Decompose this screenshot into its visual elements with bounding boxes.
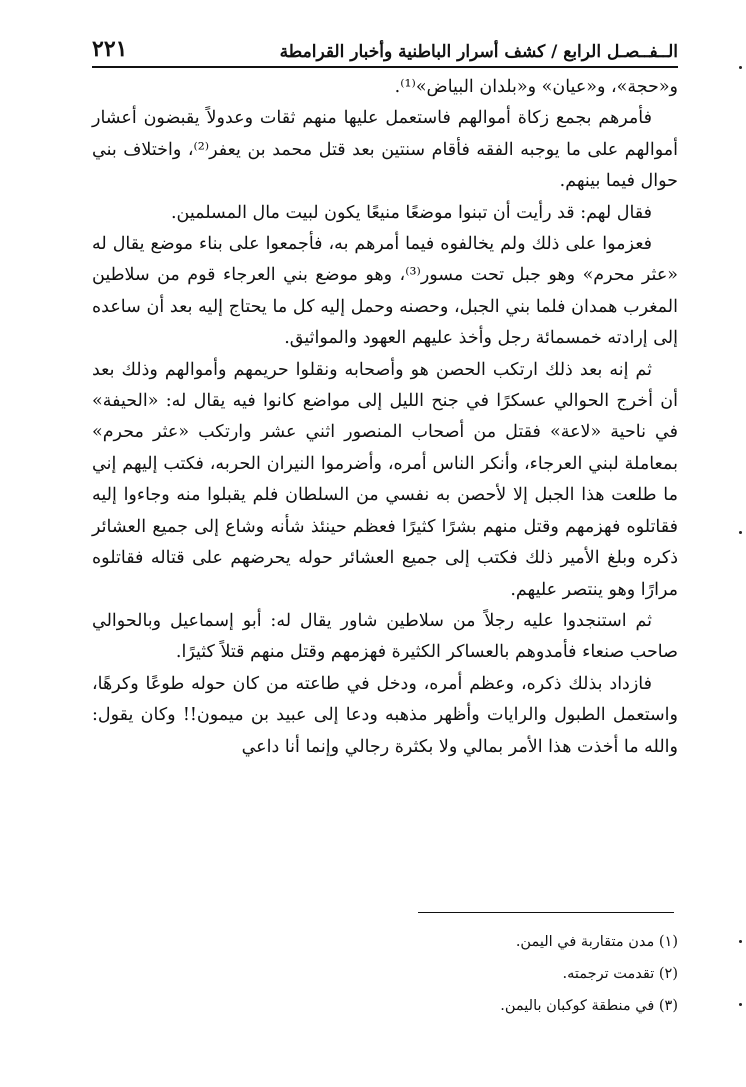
margin-mark bbox=[739, 940, 742, 943]
main-text bbox=[92, 72, 678, 763]
footnotes bbox=[92, 926, 678, 1022]
margin-mark bbox=[739, 531, 742, 534]
paragraph: فأمرهم بجمع زكاة أموالهم فاستعمل عليها منهم ثقات وعدولاً يقبضون أعشار أموالهم على ما يوجبه الفقه فأقام سنتين بعد قتل محمد بن يعفر⁽²⁾، واختلاف بني حوال فيما بينهم. bbox=[92, 108, 678, 192]
paragraph: فقال لهم: قد رأيت أن تبنوا موضعًا منيعًا يكون لبيت مال المسلمين. bbox=[170, 202, 652, 223]
page-number: ٢٢١ bbox=[92, 36, 128, 62]
paragraph: و«حجة»، و«عيان» و«بلدان البياض»⁽¹⁾. bbox=[394, 77, 678, 97]
running-header bbox=[92, 28, 678, 68]
margin-mark bbox=[739, 1003, 742, 1006]
paragraph: ثم استنجدوا عليه رجلاً من سلاطين شاور يقال له: أبو إسماعيل وبالحوالي صاحب صنعاء فأمدوهم بالعساكر الكثيرة فهزمهم وقتل منهم قتلاً كثيرًا. bbox=[92, 610, 678, 663]
footnote: (١) مدن متقاربة في اليمن. bbox=[515, 934, 678, 950]
paragraph: ثم إنه بعد ذلك ارتكب الحصن هو وأصحابه ونقلوا حريمهم وأموالهم وذلك بعد أن أخرج الحوالي عسكرًا في جنح الليل إلى مواضع كانوا فيه يقال له: «الحيفة» في ناحية «لاعة» فقتل من أصحاب المنصور اثني عشر وارتكب «عثر محرم» بمعاملة لبني العرجاء، وأنكر الناس أمره، وأضرموا النيران الحربه، فكتب إليهم إني ما طلعت هذا الجبل إلا لأحصن به نفسي من السلطان فلم يقبلوا منه وجاءوا إليه فقاتلوه فهزمهم وقتل منهم بشرًا كثيرًا فعظم حينئذ شأنه وشاع إلى جميع العشائر ذكره وبلغ الأمير ذلك فكتب إلى جميع العشائر حوله يحرضهم على قتاله فقاتلوه مرارًا وهو ينتصر عليهم. bbox=[92, 359, 678, 600]
footnote-divider bbox=[418, 912, 674, 913]
footnote: (٢) تقدمت ترجمته. bbox=[562, 966, 678, 982]
chapter-title: الــفــصـل الرابع / كشف أسرار الباطنية وأخبار القرامطة bbox=[279, 42, 678, 62]
paragraph: فازداد بذلك ذكره، وعظم أمره، ودخل في طاعته من كان حوله طوعًا وكرهًا، واستعمل الطبول والرايات وأظهر مذهبه ودعا إلى عبيد بن ميمون!! وكان يقول: والله ما أخذت هذا الأمر بمالي ولا بكثرة رجالي وإنما أنا داعي bbox=[92, 673, 678, 757]
paragraph: فعزموا على ذلك ولم يخالفوه فيما أمرهم به، فأجمعوا على بناء موضع يقال له «عثر محرم» وهو جبل تحت مسور⁽³⁾، وهو موضع بني العرجاء قوم من سلاطين المغرب همدان فلما بني الجبل، وحصنه وحمل إليه كل ما يحتاج إليه بعد أن ساعده إلى إرادته خمسمائة رجل وأخذ عليهم العهود والمواثيق. bbox=[92, 234, 678, 349]
margin-mark bbox=[739, 66, 742, 69]
footnote: (٣) في منطقة كوكبان باليمن. bbox=[500, 998, 678, 1014]
